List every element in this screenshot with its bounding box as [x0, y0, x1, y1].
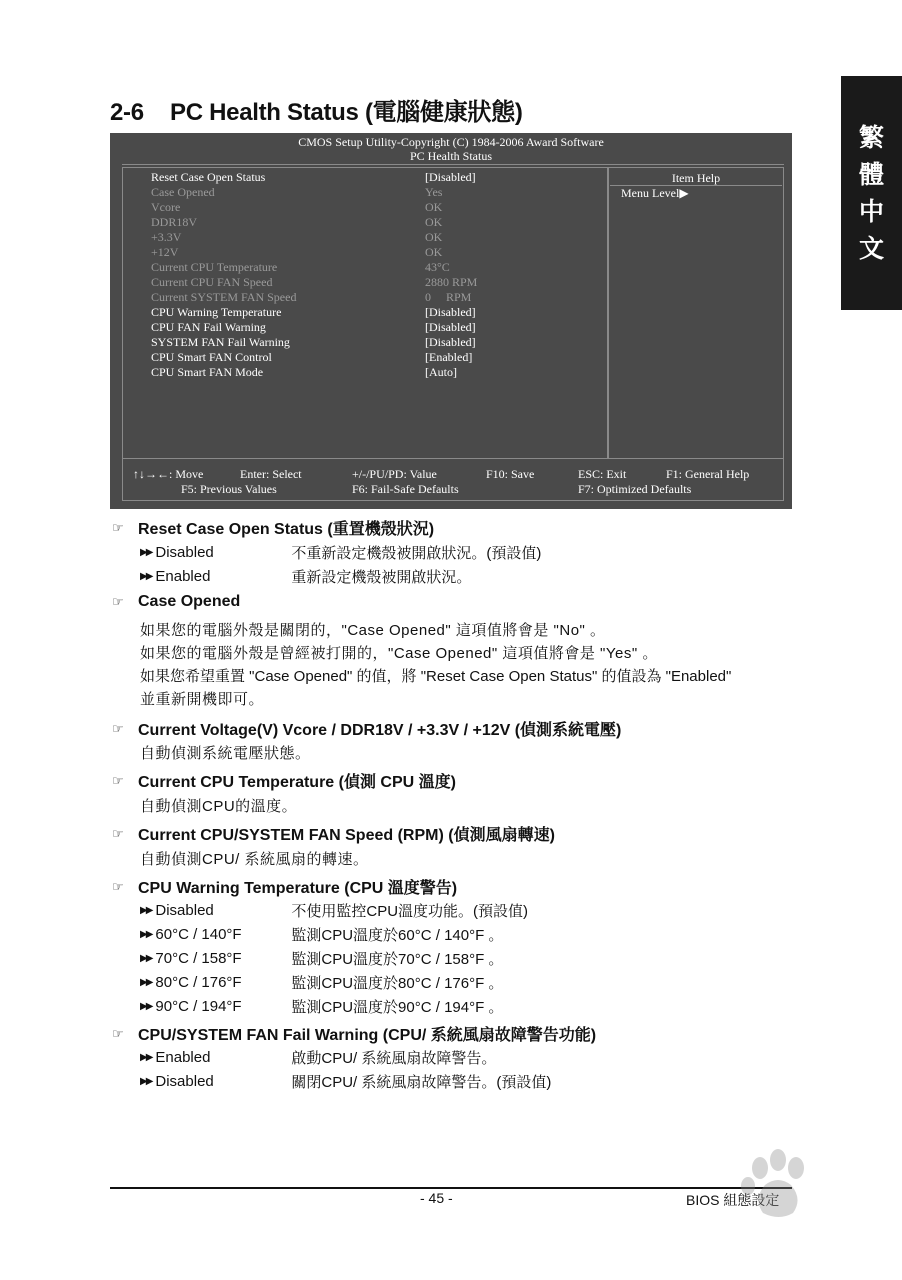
paragraph-line: 自動偵測系統電壓狀態。	[140, 745, 311, 762]
option-row: ▶▶ 60°C / 140°F 監測CPU溫度於60°C / 140°F 。	[140, 926, 504, 944]
key-help: F1: General Help	[666, 467, 750, 481]
heading-voltage: ☞ Current Voltage(V) Vcore / DDR18V / +3.3V / +12V (偵測系統電壓)	[112, 720, 622, 739]
key-exit: ESC: Exit	[578, 467, 627, 481]
double-arrow-icon: ▶▶	[140, 1001, 152, 1012]
side-tab-char: 繁	[858, 123, 884, 152]
paragraph-line: 如果您希望重置 "Case Opened" 的值，將 "Reset Case Open Status" 的值設為 "Enabled"	[140, 668, 732, 685]
double-arrow-icon: ▶▶	[140, 547, 152, 558]
key-value: +/-/PU/PD: Value	[352, 467, 437, 481]
bios-divider	[122, 164, 784, 165]
side-tab-char: 文	[858, 234, 884, 263]
bios-row-cpu-fan-fail[interactable]: CPU FAN Fail Warning [Disabled]	[151, 320, 476, 334]
paragraph-line: 自動偵測CPU/ 系統風扇的轉速。	[140, 851, 369, 868]
option-row: ▶▶ Enabled 啟動CPU/ 系統風扇故障警告。	[140, 1049, 497, 1067]
pointing-hand-icon: ☞	[112, 825, 124, 841]
pointing-hand-icon: ☞	[112, 1025, 124, 1041]
double-arrow-icon: ▶▶	[140, 977, 152, 988]
option-row: ▶▶ 80°C / 176°F 監測CPU溫度於80°C / 176°F 。	[140, 974, 504, 992]
bios-row-reset-case-open[interactable]: Reset Case Open Status [Disabled]	[151, 170, 476, 184]
heading-fan-speed: ☞ Current CPU/SYSTEM FAN Speed (RPM) (偵測風扇轉速)	[112, 825, 555, 844]
section-title	[110, 92, 523, 127]
heading-reset-case: ☞ Reset Case Open Status (重置機殼狀況)	[112, 519, 435, 538]
language-side-tab	[841, 76, 902, 310]
option-row: ▶▶ Disabled 關閉CPU/ 系統風扇故障警告。(預設值)	[140, 1073, 552, 1091]
heading-cpu-temp: ☞ Current CPU Temperature (偵測 CPU 溫度)	[112, 772, 456, 791]
heading-warning-temp: ☞ CPU Warning Temperature (CPU 溫度警告)	[112, 878, 458, 897]
paragraph-line: 並重新開機即可。	[140, 691, 265, 708]
option-row: ▶▶ Enabled 重新設定機殼被開啟狀況。	[140, 568, 472, 586]
bios-row-smart-fan-control[interactable]: CPU Smart FAN Control [Enabled]	[151, 350, 473, 364]
pointing-hand-icon: ☞	[112, 720, 124, 736]
section-title-text: PC Health Status (電腦健康狀態)	[170, 99, 523, 126]
paragraph-line: 如果您的電腦外殼是關閉的，"Case Opened" 這項值將會是 "No" 。	[140, 622, 606, 639]
double-arrow-icon: ▶▶	[140, 929, 152, 940]
option-row: ▶▶ Disabled 不使用監控CPU溫度功能。(預設值)	[140, 902, 529, 920]
key-previous-values: F5: Previous Values	[181, 482, 277, 496]
key-move: ↑↓→←: Move	[133, 467, 204, 481]
double-arrow-icon: ▶▶	[140, 1052, 152, 1063]
bios-row-cpu-fan-speed: Current CPU FAN Speed 2880 RPM	[151, 275, 478, 289]
bios-settings-list	[151, 170, 601, 380]
bios-row-cpu-warning-temp[interactable]: CPU Warning Temperature [Disabled]	[151, 305, 476, 319]
bios-copyright: CMOS Setup Utility-Copyright (C) 1984-2006 Award Software	[298, 135, 604, 149]
key-enter: Enter: Select	[240, 467, 302, 481]
key-failsafe: F6: Fail-Safe Defaults	[352, 482, 459, 496]
pointing-hand-icon: ☞	[112, 519, 124, 535]
key-optimized: F7: Optimized Defaults	[578, 482, 692, 496]
key-save: F10: Save	[486, 467, 535, 481]
double-arrow-icon: ▶▶	[140, 905, 152, 916]
side-tab-char: 中	[858, 197, 884, 226]
pointing-hand-icon: ☞	[112, 594, 124, 609]
item-help-title: Item Help	[671, 171, 721, 185]
option-row: ▶▶ 90°C / 194°F 監測CPU溫度於90°C / 194°F 。	[140, 998, 504, 1016]
bios-row-cpu-temp: Current CPU Temperature 43°C	[151, 260, 450, 274]
footer-chapter: BIOS 組態設定	[686, 1192, 780, 1208]
page-number: - 45 -	[420, 1190, 453, 1206]
double-arrow-icon: ▶▶	[140, 571, 152, 582]
pointing-hand-icon: ☞	[112, 878, 124, 894]
menu-level: Menu Level▶	[621, 186, 689, 200]
option-row: ▶▶ Disabled 不重新設定機殼被開啟狀況。(預設值)	[140, 544, 542, 562]
paragraph-line: 如果您的電腦外殼是曾經被打開的，"Case Opened" 這項值將會是 "Yes" 。	[140, 645, 658, 662]
bios-row-system-fan-speed: Current SYSTEM FAN Speed 0 RPM	[151, 290, 472, 304]
double-arrow-icon: ▶▶	[140, 953, 152, 964]
pointing-hand-icon: ☞	[112, 772, 124, 788]
double-arrow-icon: ▶▶	[140, 1076, 152, 1087]
bios-page-name: PC Health Status	[409, 149, 492, 163]
paragraph-line: 自動偵測CPU的溫度。	[140, 798, 298, 815]
bios-row-vcore: Vcore OK	[151, 200, 443, 214]
bios-row-case-opened: Case Opened Yes	[151, 185, 443, 199]
bios-row-3v3: +3.3V OK	[151, 230, 443, 244]
bios-header	[110, 135, 792, 163]
bios-row-smart-fan-mode[interactable]: CPU Smart FAN Mode [Auto]	[151, 365, 457, 379]
heading-case-opened: ☞ Case Opened	[112, 593, 241, 610]
bios-row-12v: +12V OK	[151, 245, 443, 259]
watermark-logo-icon	[640, 1140, 860, 1250]
side-tab-char: 體	[858, 160, 884, 189]
heading-fan-fail: ☞ CPU/SYSTEM FAN Fail Warning (CPU/ 系統風扇故障警告功能)	[112, 1025, 597, 1044]
bios-help-panel	[608, 167, 784, 459]
option-row: ▶▶ 70°C / 158°F 監測CPU溫度於70°C / 158°F 。	[140, 950, 504, 968]
bios-row-system-fan-fail[interactable]: SYSTEM FAN Fail Warning [Disabled]	[151, 335, 476, 349]
section-number: 2-6	[110, 99, 144, 126]
bios-row-ddr18v: DDR18V OK	[151, 215, 443, 229]
